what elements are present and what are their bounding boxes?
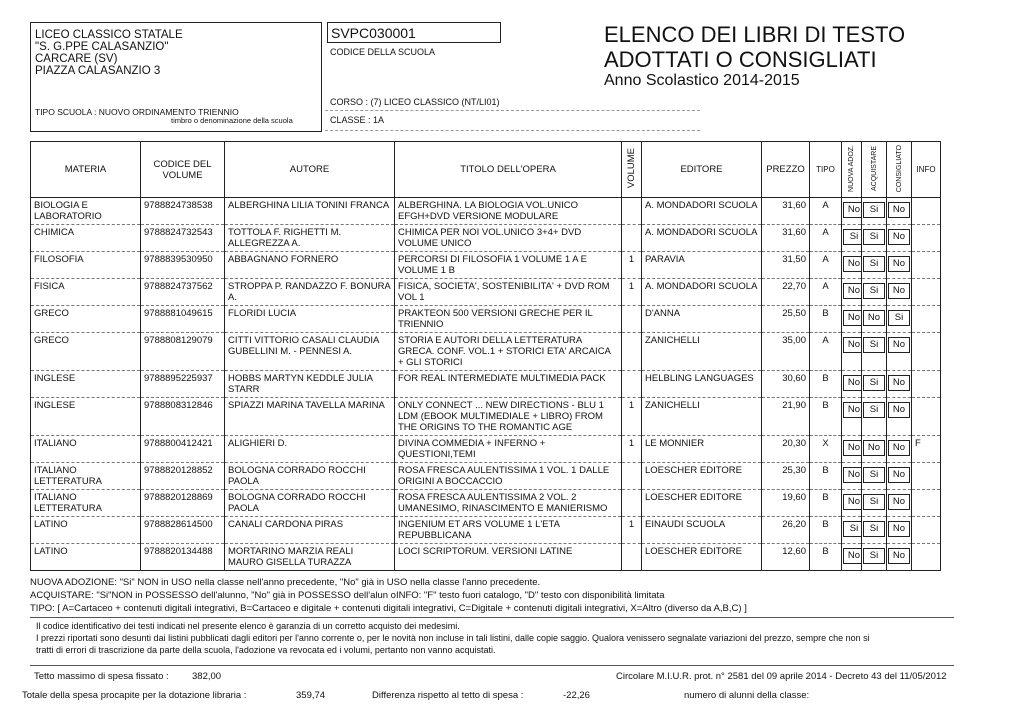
cell-cons [887, 463, 912, 490]
cell-prezzo: 26,20 [762, 517, 810, 544]
circolare-note: Circolare M.I.U.R. prot. n° 2581 del 09 aprile 2014 - Decreto 43 del 11/05/2012 [616, 671, 947, 682]
cell-nuova [842, 279, 862, 306]
cell-info [912, 279, 941, 306]
cell-cons [887, 333, 912, 371]
cell-nuova [842, 436, 862, 463]
col-header-acquistare-text: ACQUISTARE [870, 146, 878, 191]
table-row [31, 252, 941, 279]
col-header-tipo: TIPO [810, 142, 842, 198]
cell-acq [862, 490, 887, 517]
cell-codice: 9788824737562 [141, 279, 225, 306]
cell-prezzo: 30,60 [762, 371, 810, 398]
totale-value: 359,74 [296, 690, 326, 701]
flag-acq: No [863, 310, 885, 326]
flag-acq: Si [863, 337, 885, 353]
cell-tipo: B [810, 517, 842, 544]
school-line: CARCARE (SV) [35, 53, 118, 65]
table-row [31, 517, 941, 544]
school-line: "S. G.PPE CALASANZIO" [35, 41, 169, 53]
cell-codice: 9788808312846 [141, 398, 225, 436]
cell-editore: LE MONNIER [642, 436, 762, 463]
books-table [30, 141, 941, 571]
footnote-line: I prezzi riportati sono desunti dai listini pubblicati dagli editori per l'anno corrente o, per le novità non incluse in tali listini, dalle copie saggio. Qualora venissero segnalate variazioni del prezzo, sempre che non si [36, 633, 870, 643]
diff-label: Differenza rispetto al tetto di spesa : [372, 690, 524, 701]
legend-nuova: NUOVA ADOZIONE: "Si" NON in USO nella classe nell'anno precedente, "No" già in USO nella classe l'anno precedente. [30, 577, 541, 588]
cell-materia: ITALIANO [31, 436, 141, 463]
table-body [31, 198, 941, 571]
cell-nuova [842, 198, 862, 225]
cell-nuova [842, 225, 862, 252]
title-line: ADOTTATI O CONSIGLIATI [604, 47, 877, 72]
cell-volume [622, 198, 642, 225]
table-row [31, 544, 941, 571]
cell-cons [887, 371, 912, 398]
legend [30, 576, 747, 615]
cell-tipo: A [810, 225, 842, 252]
cell-materia: GRECO [31, 306, 141, 333]
cell-tipo: B [810, 398, 842, 436]
flag-nuova: No [843, 440, 862, 456]
cell-editore: ZANICHELLI [642, 333, 762, 371]
cell-codice: 9788824738538 [141, 198, 225, 225]
flag-nuova: Si [843, 521, 862, 537]
cell-autore: STROPPA P. RANDAZZO F. BONURA A. [225, 279, 395, 306]
col-header-prezzo: PREZZO [762, 142, 810, 198]
school-code: SVPC030001 [327, 22, 501, 43]
course-label: CORSO : (7) LICEO CLASSICO (NT/LI01) [330, 97, 500, 107]
cell-tipo: B [810, 371, 842, 398]
cell-tipo: B [810, 306, 842, 333]
flag-nuova: No [843, 467, 862, 483]
cell-acq [862, 371, 887, 398]
cell-titolo: INGENIUM ET ARS VOLUME 1 L'ETA REPUBBLICANA [395, 517, 622, 544]
cell-titolo: FOR REAL INTERMEDIATE MULTIMEDIA PACK [395, 371, 622, 398]
footnote-box [30, 617, 954, 658]
cell-volume [622, 463, 642, 490]
alunni-label: numero di alunni della classe: [684, 690, 810, 701]
cell-codice: 9788839530950 [141, 252, 225, 279]
cell-acq [862, 436, 887, 463]
cell-tipo: A [810, 333, 842, 371]
cell-prezzo: 25,30 [762, 463, 810, 490]
flag-nuova: No [843, 375, 862, 391]
col-header-nuova-text: NUOVA ADOZ. [848, 145, 855, 192]
cell-titolo: DIVINA COMMEDIA + INFERNO + QUESTIONI,TEMI [395, 436, 622, 463]
cell-prezzo: 31,60 [762, 225, 810, 252]
diff-value: -22,26 [563, 690, 590, 701]
cell-cons [887, 225, 912, 252]
flag-acq: No [863, 440, 885, 456]
page-title [604, 22, 905, 72]
cell-autore: ALIGHIERI D. [225, 436, 395, 463]
cell-codice: 9788820134488 [141, 544, 225, 571]
cell-autore: HOBBS MARTYN KEDDLE JULIA STARR [225, 371, 395, 398]
cell-editore: LOESCHER EDITORE [642, 544, 762, 571]
flag-cons: No [888, 256, 910, 272]
cell-titolo: ALBERGHINA. LA BIOLOGIA VOL.UNICO EFGH+DVD VERSIONE MODULARE [395, 198, 622, 225]
col-header-editore: EDITORE [642, 142, 762, 198]
cell-editore: ZANICHELLI [642, 398, 762, 436]
flag-acq: Si [863, 375, 885, 391]
tetto-label: Tetto massimo di spesa fissato : [34, 671, 169, 682]
table-row [31, 279, 941, 306]
cell-acq [862, 544, 887, 571]
cell-nuova [842, 398, 862, 436]
flag-cons: No [888, 202, 910, 218]
cell-tipo: B [810, 490, 842, 517]
cell-info: F [912, 436, 941, 463]
cell-acq [862, 252, 887, 279]
cell-materia: ITALIANO LETTERATURA [31, 490, 141, 517]
table-row [31, 463, 941, 490]
cell-titolo: ONLY CONNECT ... NEW DIRECTIONS - BLU 1 LDM (EBOOK MULTIMEDIALE + LIBRO) FROM THE ORIGINS TO THE ROMANTIC AGE [395, 398, 622, 436]
cell-nuova [842, 371, 862, 398]
cell-nuova [842, 490, 862, 517]
cell-codice: 9788824732543 [141, 225, 225, 252]
cell-codice: 9788895225937 [141, 371, 225, 398]
tetto-value: 382,00 [192, 671, 222, 682]
cell-acq [862, 398, 887, 436]
cell-volume [622, 333, 642, 371]
cell-cons [887, 398, 912, 436]
cell-autore: TOTTOLA F. RIGHETTI M. ALLEGREZZA A. [225, 225, 395, 252]
col-header-autore: AUTORE [225, 142, 395, 198]
flag-acq: Si [863, 229, 885, 245]
flag-cons: No [888, 283, 910, 299]
cell-cons [887, 544, 912, 571]
col-header-volume [622, 142, 642, 198]
cell-cons [887, 198, 912, 225]
cell-codice: 9788881049615 [141, 306, 225, 333]
cell-autore: ALBERGHINA LILIA TONINI FRANCA [225, 198, 395, 225]
table-row [31, 436, 941, 463]
cell-autore: MORTARINO MARZIA REALI MAURO GISELLA TURAZZA [225, 544, 395, 571]
divider [30, 665, 954, 666]
cell-codice: 9788808129079 [141, 333, 225, 371]
cell-editore: A. MONDADORI SCUOLA [642, 198, 762, 225]
cell-autore: SPIAZZI MARINA TAVELLA MARINA [225, 398, 395, 436]
cell-volume: 1 [622, 279, 642, 306]
cell-prezzo: 19,60 [762, 490, 810, 517]
cell-materia: CHIMICA [31, 225, 141, 252]
cell-materia: LATINO [31, 544, 141, 571]
cell-materia: LATINO [31, 517, 141, 544]
cell-nuova [842, 463, 862, 490]
footnote-line: tratti di errori di trascrizione da parte della scuola, l'adozione va revocata ed i volumi, pertanto non vanno acquistati. [36, 645, 496, 655]
table-row [31, 371, 941, 398]
flag-cons: No [888, 402, 910, 418]
cell-prezzo: 25,50 [762, 306, 810, 333]
table-row [31, 225, 941, 252]
cell-prezzo: 12,60 [762, 544, 810, 571]
cell-acq [862, 463, 887, 490]
cell-info [912, 463, 941, 490]
flag-cons: No [888, 548, 910, 564]
cell-editore: PARAVIA [642, 252, 762, 279]
table-header-row [31, 142, 941, 198]
table-row [31, 333, 941, 371]
cell-nuova [842, 306, 862, 333]
cell-tipo: B [810, 463, 842, 490]
flag-acq: Si [863, 202, 885, 218]
cell-titolo: ROSA FRESCA AULENTISSIMA 2 VOL. 2 UMANESIMO, RINASCIMENTO E MANIERISMO [395, 490, 622, 517]
flag-acq: Si [863, 283, 885, 299]
divider [325, 130, 700, 131]
cell-titolo: ROSA FRESCA AULENTISSIMA 1 VOL. 1 DALLE ORIGINI A BOCCACCIO [395, 463, 622, 490]
cell-materia: GRECO [31, 333, 141, 371]
cell-info [912, 333, 941, 371]
cell-info [912, 371, 941, 398]
cell-tipo: A [810, 252, 842, 279]
cell-tipo: X [810, 436, 842, 463]
totale-label: Totale della spesa procapite per la dotazione libraria : [22, 690, 247, 701]
cell-prezzo: 21,90 [762, 398, 810, 436]
cell-materia: INGLESE [31, 398, 141, 436]
cell-volume [622, 490, 642, 517]
cell-autore: CITTI VITTORIO CASALI CLAUDIA GUBELLINI M. - PENNESI A. [225, 333, 395, 371]
flag-cons: No [888, 467, 910, 483]
cell-cons [887, 252, 912, 279]
col-header-titolo: TITOLO DELL'OPERA [395, 142, 622, 198]
legend-tipo: TIPO: [ A=Cartaceo + contenuti digitali integrativi, B=Cartaceo e digitale + contenuti digitali integrativi, C=Digitale + contenuti digitali integrativi, X=Altro (diverso da A,B,C) ] [30, 603, 747, 614]
flag-cons: No [888, 375, 910, 391]
cell-volume [622, 306, 642, 333]
cell-titolo: PRAKTEON 500 VERSIONI GRECHE PER IL TRIENNIO [395, 306, 622, 333]
table-row [31, 198, 941, 225]
cell-info [912, 398, 941, 436]
cell-titolo: STORIA E AUTORI DELLA LETTERATURA GRECA. CONF. VOL.1 + STORICI ETA' ARCAICA + GLI STORICI [395, 333, 622, 371]
cell-acq [862, 333, 887, 371]
table-row [31, 306, 941, 333]
flag-acq: Si [863, 494, 885, 510]
col-header-consigliato [887, 142, 912, 198]
flag-acq: Si [863, 521, 885, 537]
cell-prezzo: 31,60 [762, 198, 810, 225]
cell-volume: 1 [622, 252, 642, 279]
school-code-label: CODICE DELLA SCUOLA [330, 47, 436, 57]
cell-nuova [842, 333, 862, 371]
cell-info [912, 306, 941, 333]
flag-cons: No [888, 521, 910, 537]
class-label: CLASSE : 1A [330, 115, 385, 125]
cell-prezzo: 35,00 [762, 333, 810, 371]
col-header-info: INFO [912, 142, 941, 198]
cell-tipo: A [810, 198, 842, 225]
cell-codice: 9788820128869 [141, 490, 225, 517]
flag-nuova: No [843, 256, 862, 272]
cell-volume: 1 [622, 517, 642, 544]
school-line: LICEO CLASSICO STATALE [35, 29, 183, 41]
divider [325, 110, 700, 111]
cell-volume [622, 225, 642, 252]
col-header-materia: MATERIA [31, 142, 141, 198]
flag-cons: No [888, 440, 910, 456]
flag-acq: Si [863, 256, 885, 272]
cell-nuova [842, 544, 862, 571]
cell-info [912, 490, 941, 517]
cell-acq [862, 517, 887, 544]
flag-nuova: No [843, 402, 862, 418]
col-header-nuova [842, 142, 862, 198]
stamp-caption: timbro o denominazione della scuola [171, 116, 293, 125]
cell-editore: EINAUDI SCUOLA [642, 517, 762, 544]
cell-autore: CANALI CARDONA PIRAS [225, 517, 395, 544]
flag-acq: Si [863, 548, 885, 564]
cell-editore: LOESCHER EDITORE [642, 490, 762, 517]
cell-editore: D'ANNA [642, 306, 762, 333]
col-header-volume-text: VOLUME [626, 147, 637, 189]
flag-acq: Si [863, 402, 885, 418]
flag-cons: No [888, 337, 910, 353]
cell-materia: FISICA [31, 279, 141, 306]
cell-info [912, 225, 941, 252]
table-row [31, 398, 941, 436]
cell-autore: FLORIDI LUCIA [225, 306, 395, 333]
cell-volume [622, 544, 642, 571]
cell-prezzo: 31,50 [762, 252, 810, 279]
flag-nuova: No [843, 337, 862, 353]
cell-autore: BOLOGNA CORRADO ROCCHI PAOLA [225, 490, 395, 517]
cell-volume: 1 [622, 398, 642, 436]
flag-cons: No [888, 494, 910, 510]
cell-materia: ITALIANO LETTERATURA [31, 463, 141, 490]
flag-cons: No [888, 229, 910, 245]
cell-info [912, 252, 941, 279]
flag-nuova: No [843, 310, 862, 326]
flag-nuova: No [843, 548, 862, 564]
flag-nuova: No [843, 494, 862, 510]
title-line: ELENCO DEI LIBRI DI TESTO [604, 22, 906, 47]
cell-codice: 9788800412421 [141, 436, 225, 463]
cell-acq [862, 198, 887, 225]
cell-info [912, 517, 941, 544]
cell-titolo: FISICA, SOCIETA', SOSTENIBILITA' + DVD ROM VOL 1 [395, 279, 622, 306]
legend-acquistare: ACQUISTARE: "Si"NON in POSSESSO dell'alunno, "No" già in POSSESSO dell'alun oINFO: "F" testo fuori catalogo, "D" testo con disponibilità limitata [30, 590, 665, 601]
table-row [31, 490, 941, 517]
flag-nuova: No [843, 202, 862, 218]
flag-cons: Si [888, 310, 910, 326]
school-info-box [30, 22, 322, 132]
cell-titolo: CHIMICA PER NOI VOL.UNICO 3+4+ DVD VOLUME UNICO [395, 225, 622, 252]
school-year: Anno Scolastico 2014-2015 [604, 72, 800, 89]
school-line: PIAZZA CALASANZIO 3 [35, 65, 161, 77]
cell-cons [887, 279, 912, 306]
cell-titolo: LOCI SCRIPTORUM. VERSIONI LATINE [395, 544, 622, 571]
cell-cons [887, 517, 912, 544]
flag-nuova: No [843, 283, 862, 299]
footnote-line: Il codice identificativo dei testi indicati nel presente elenco è garanzia di un corretto acquisto dei medesimi. [36, 621, 460, 631]
flag-nuova: Si [843, 229, 862, 245]
cell-editore: LOESCHER EDITORE [642, 463, 762, 490]
cell-nuova [842, 252, 862, 279]
cell-titolo: PERCORSI DI FILOSOFIA 1 VOLUME 1 A E VOLUME 1 B [395, 252, 622, 279]
cell-nuova [842, 517, 862, 544]
cell-tipo: A [810, 279, 842, 306]
cell-acq [862, 225, 887, 252]
cell-materia: BIOLOGIA E LABORATORIO [31, 198, 141, 225]
cell-codice: 9788828614500 [141, 517, 225, 544]
cell-editore: A. MONDADORI SCUOLA [642, 279, 762, 306]
cell-editore: HELBLING LANGUAGES [642, 371, 762, 398]
col-header-acquistare [862, 142, 887, 198]
cell-autore: ABBAGNANO FORNERO [225, 252, 395, 279]
school-type: TIPO SCUOLA : NUOVO ORDINAMENTO TRIENNIO [35, 107, 239, 117]
cell-info [912, 198, 941, 225]
cell-materia: INGLESE [31, 371, 141, 398]
cell-codice: 9788820128852 [141, 463, 225, 490]
cell-cons [887, 436, 912, 463]
cell-editore: A. MONDADORI SCUOLA [642, 225, 762, 252]
cell-info [912, 544, 941, 571]
cell-prezzo: 22,70 [762, 279, 810, 306]
cell-autore: BOLOGNA CORRADO ROCCHI PAOLA [225, 463, 395, 490]
cell-volume [622, 371, 642, 398]
cell-volume: 1 [622, 436, 642, 463]
cell-prezzo: 20,30 [762, 436, 810, 463]
cell-acq [862, 279, 887, 306]
cell-cons [887, 490, 912, 517]
col-header-codice: CODICE DEL VOLUME [141, 142, 225, 198]
col-header-consigliato-text: CONSIGLIATO [895, 144, 903, 193]
cell-cons [887, 306, 912, 333]
cell-acq [862, 306, 887, 333]
cell-tipo: B [810, 544, 842, 571]
flag-acq: Si [863, 467, 885, 483]
cell-materia: FILOSOFIA [31, 252, 141, 279]
